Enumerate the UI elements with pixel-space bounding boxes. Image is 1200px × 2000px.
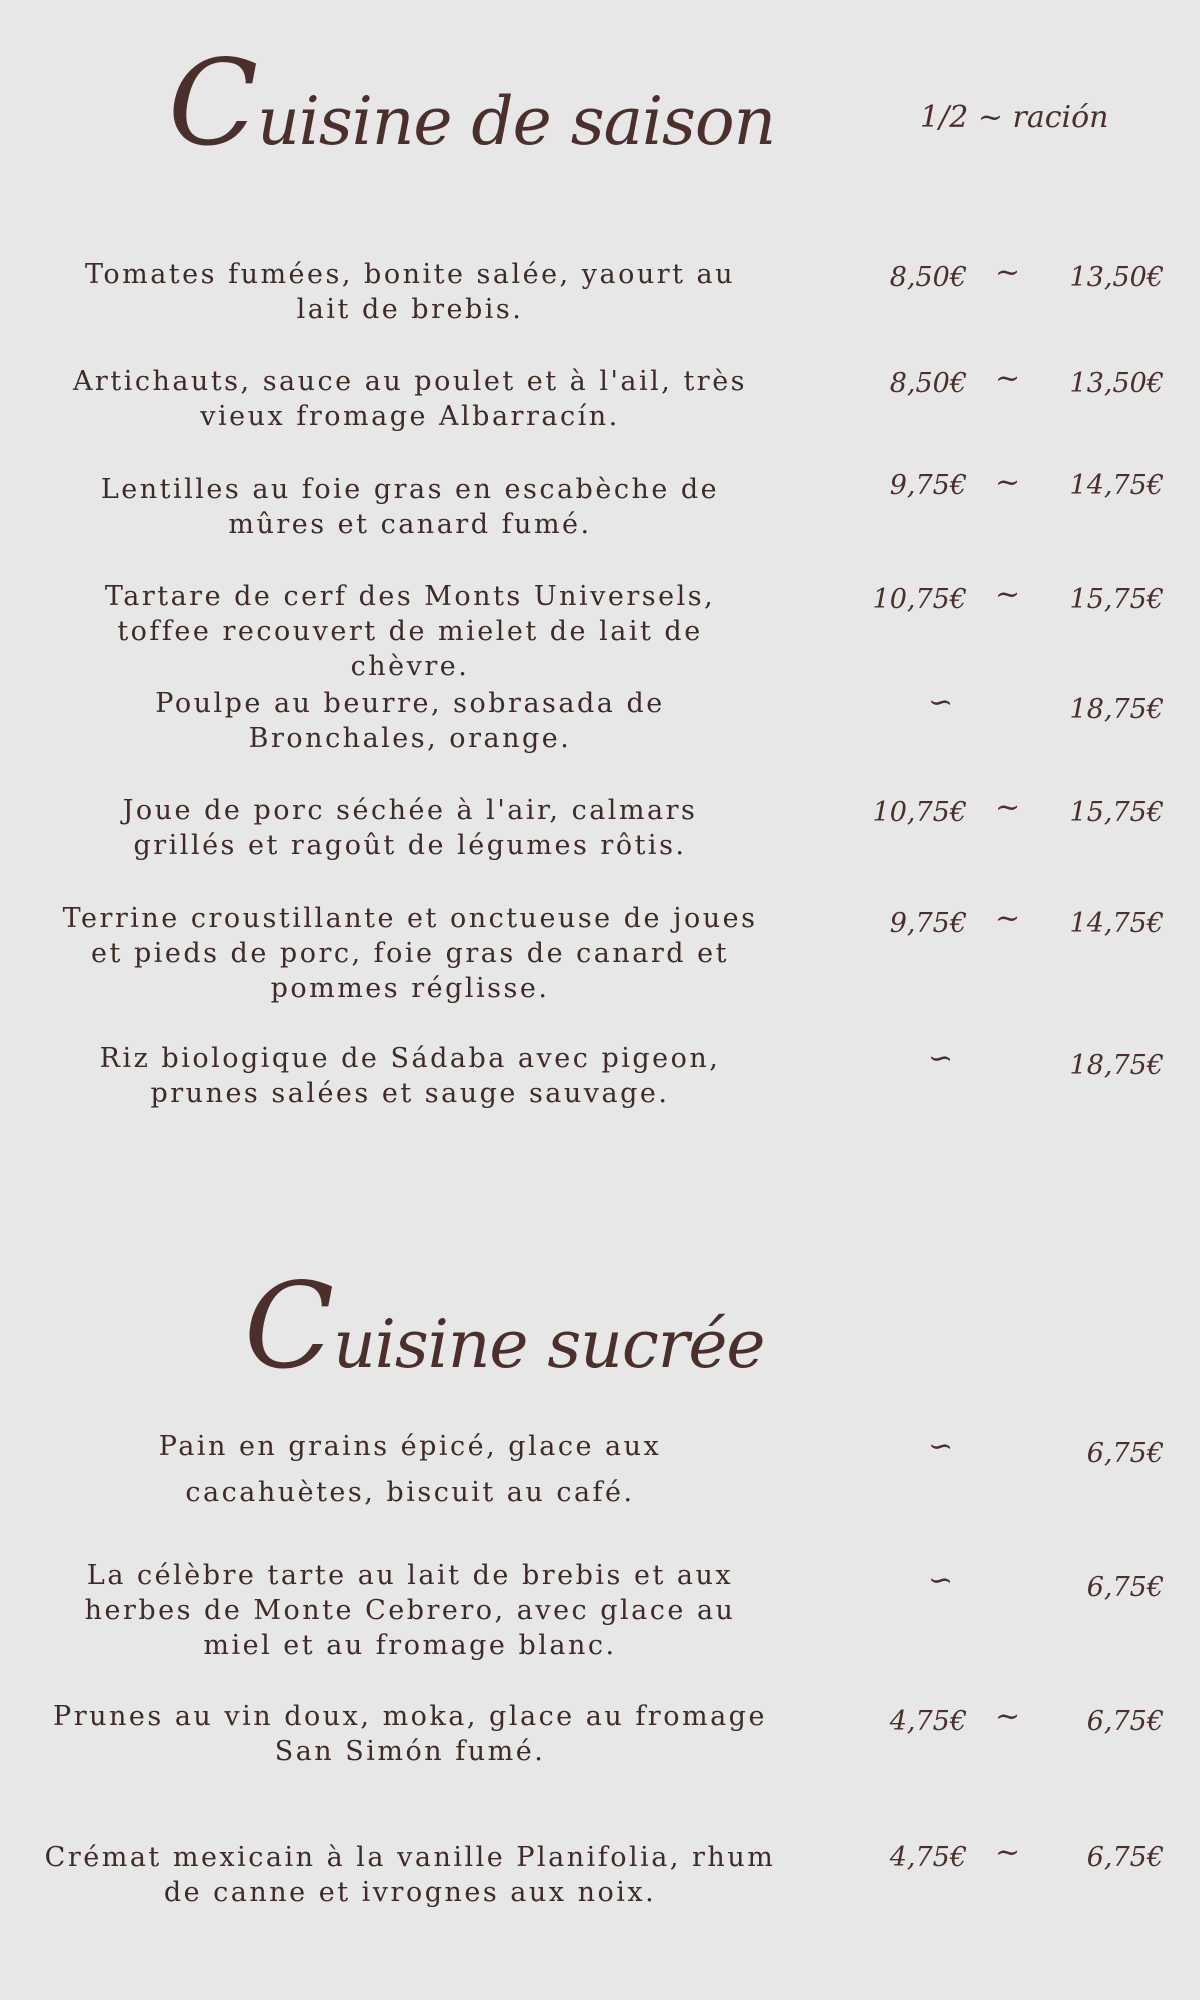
dish-name: Pain en grains épicé, glace aux cacahuètes, biscuit au café. <box>158 1431 662 1508</box>
separator-icon: ~ <box>995 361 1021 396</box>
no-half-portion-icon: ∽ <box>928 685 954 720</box>
title-initial: C <box>168 34 258 172</box>
full-price: 14,75€ <box>1069 908 1164 939</box>
separator-icon: ~ <box>995 255 1021 290</box>
half-price: 10,75€ <box>872 584 967 615</box>
dish-name: Artichauts, sauce au poulet et à l'ail, très vieux fromage Albarracín. <box>72 366 748 432</box>
full-price: 14,75€ <box>1069 470 1164 501</box>
full-price: 15,75€ <box>1069 584 1164 615</box>
full-price: 6,75€ <box>1086 1438 1164 1469</box>
dish-name: Poulpe au beurre, sobrasada de Bronchales, orange. <box>155 688 665 754</box>
section-title-savory <box>168 34 776 172</box>
title-initial: C <box>244 1257 334 1395</box>
dish-name: Joue de porc séchée à l'air, calmars grillés et ragoût de légumes rôtis. <box>122 795 698 861</box>
full-price: 6,75€ <box>1086 1706 1164 1737</box>
separator-icon: ~ <box>995 901 1021 936</box>
full-price: 6,75€ <box>1086 1572 1164 1603</box>
dish-name: Prunes au vin doux, moka, glace au fromage San Simón fumé. <box>53 1701 767 1767</box>
full-price: 6,75€ <box>1086 1842 1164 1873</box>
full-price: 13,50€ <box>1069 262 1164 293</box>
half-price: 8,50€ <box>889 262 967 293</box>
full-price: 13,50€ <box>1069 368 1164 399</box>
dish-name: Crémat mexicain à la vanille Planifolia, rhum de canne et ivrognes aux noix. <box>44 1842 776 1908</box>
half-price: 9,75€ <box>889 470 967 501</box>
dish-name: Terrine croustillante et onctueuse de joues et pieds de porc, foie gras de canard et pommes réglisse. <box>62 903 758 1004</box>
no-half-portion-icon: ∽ <box>928 1041 954 1076</box>
full-price: 15,75€ <box>1069 797 1164 828</box>
no-half-portion-icon: ∽ <box>928 1429 954 1464</box>
dish-name: Tartare de cerf des Monts Universels, toffee recouvert de mielet de lait de chèvre. <box>104 581 716 682</box>
separator-icon: ~ <box>995 1835 1021 1870</box>
separator-icon: ~ <box>995 1699 1021 1734</box>
full-price: 18,75€ <box>1069 1050 1164 1081</box>
dish-name: Tomates fumées, bonite salée, yaourt au lait de brebis. <box>84 259 736 325</box>
dish-name: Lentilles au foie gras en escabèche de mûres et canard fumé. <box>100 474 720 540</box>
title-rest: uisine sucrée <box>333 1306 765 1383</box>
section-title-sweet <box>244 1257 765 1395</box>
half-price: 8,50€ <box>889 368 967 399</box>
portion-column-header: 1/2 ~ ración <box>920 100 1109 135</box>
full-price: 18,75€ <box>1069 694 1164 725</box>
half-price: 4,75€ <box>889 1706 967 1737</box>
half-price: 10,75€ <box>872 797 967 828</box>
title-rest: uisine de saison <box>257 83 776 160</box>
dish-name: Riz biologique de Sádaba avec pigeon, prunes salées et sauge sauvage. <box>99 1043 721 1109</box>
dish-name: La célèbre tarte au lait de brebis et aux herbes de Monte Cebrero, avec glace au miel et au fromage blanc. <box>84 1560 736 1661</box>
half-price: 9,75€ <box>889 908 967 939</box>
separator-icon: ~ <box>995 790 1021 825</box>
half-price: 4,75€ <box>889 1842 967 1873</box>
separator-icon: ~ <box>995 465 1021 500</box>
no-half-portion-icon: ∽ <box>928 1563 954 1598</box>
separator-icon: ~ <box>995 577 1021 612</box>
